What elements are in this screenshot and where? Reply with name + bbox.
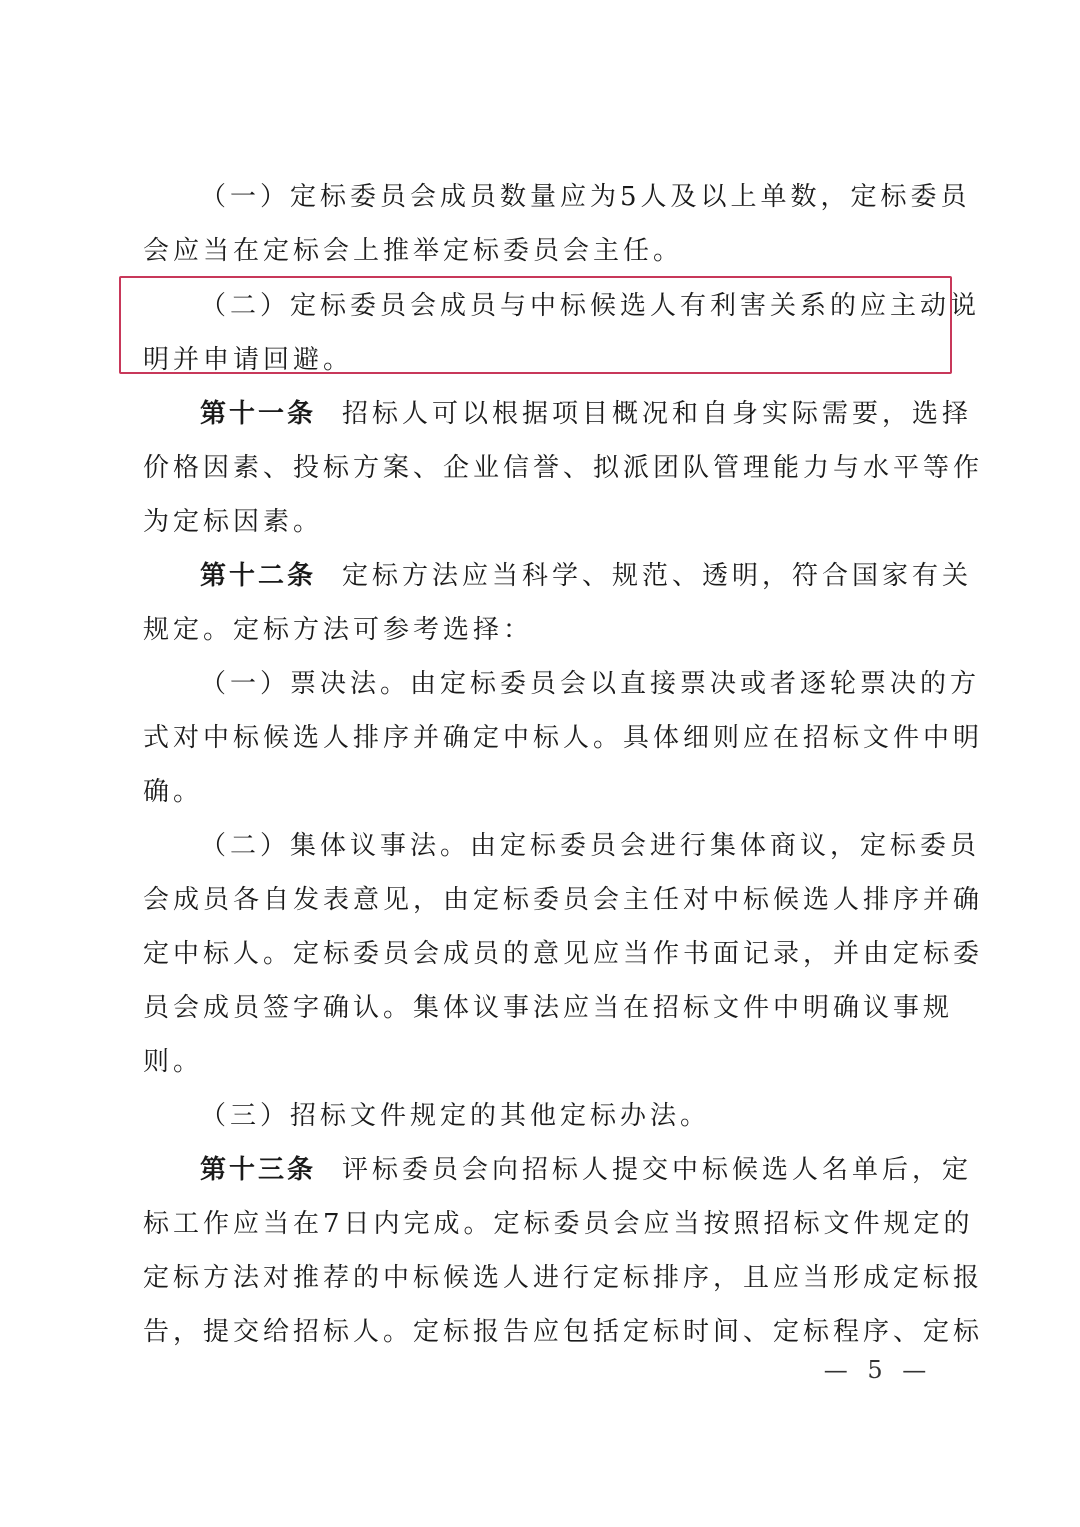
text-line: 确。 (143, 777, 204, 807)
text-line: 员会成员签字确认。集体议事法应当在招标文件中明确议事规 (143, 993, 954, 1023)
text-line: 为定标因素。 (143, 507, 324, 537)
article-13-line (200, 1143, 973, 1197)
text-line: 评标委员会向招标人提交中标候选人名单后，定 (342, 1155, 973, 1185)
text-line: 定标方法应当科学、规范、透明，符合国家有关 (342, 561, 973, 591)
article-heading: 第十二条 (200, 561, 317, 591)
text-line: （三）招标文件规定的其他定标办法。 (200, 1101, 711, 1131)
text-line: 定标方法对推荐的中标候选人进行定标排序，且应当形成定标报 (143, 1263, 984, 1293)
text-line: 价格因素、投标方案、企业信誉、拟派团队管理能力与水平等作 (143, 453, 984, 483)
text-line: 式对中标候选人排序并确定中标人。具体细则应在招标文件中明 (143, 723, 984, 753)
article-12-line (200, 549, 973, 603)
text-line: （一）定标委员会成员数量应为5人及以上单数，定标委员 (200, 182, 971, 212)
article-11-line (200, 387, 973, 441)
article-heading: 第十一条 (200, 399, 317, 429)
text-line: 则。 (143, 1047, 204, 1077)
text-line: 标工作应当在7日内完成。定标委员会应当按照招标文件规定的 (143, 1209, 974, 1239)
text-line: 定中标人。定标委员会成员的意见应当作书面记录，并由定标委 (143, 939, 984, 969)
text-line: 告，提交给招标人。定标报告应包括定标时间、定标程序、定标 (143, 1317, 984, 1347)
text-line: 规定。定标方法可参考选择： (143, 615, 534, 645)
page-number: — 5 — (823, 1356, 933, 1384)
highlight-box (119, 276, 981, 374)
text-line: （二）定标委员会成员与中标候选人有利害关系的应主动说 (200, 291, 981, 321)
article-heading: 第十三条 (200, 1155, 317, 1185)
text-line: （二）集体议事法。由定标委员会进行集体商议，定标委员 (200, 831, 981, 861)
text-line: 招标人可以根据项目概况和自身实际需要，选择 (342, 399, 973, 429)
text-line: （一）票决法。由定标委员会以直接票决或者逐轮票决的方 (200, 669, 981, 699)
text-line: 明并申请回避。 (143, 345, 354, 375)
text-line: 会成员各自发表意见，由定标委员会主任对中标候选人排序并确 (143, 885, 984, 915)
text-line: 会应当在定标会上推举定标委员会主任。 (143, 236, 684, 266)
